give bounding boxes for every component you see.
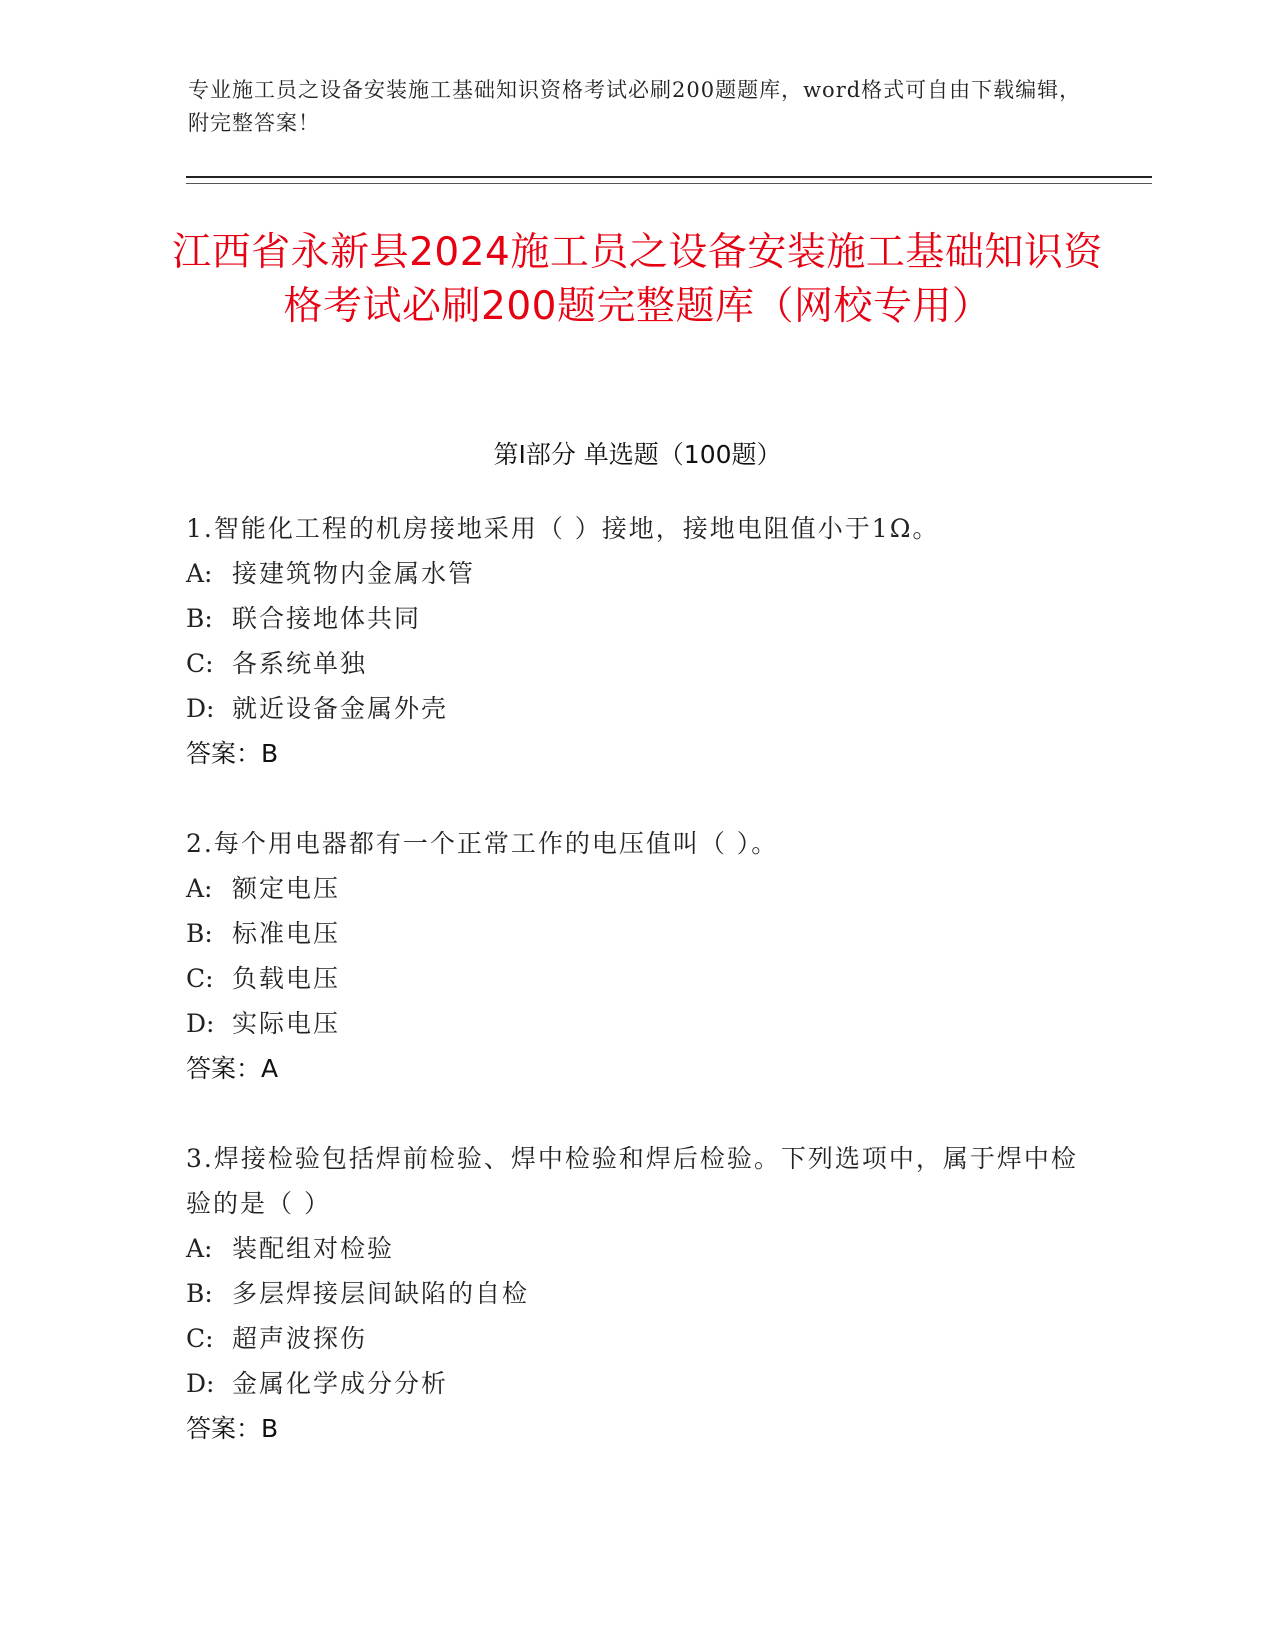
question-text: 2.每个用电器都有一个正常工作的电压值叫（ ）。 [186, 829, 779, 858]
option-b [186, 1271, 1086, 1316]
option-key: C: [186, 964, 214, 993]
option-key: C: [186, 1324, 214, 1353]
header-note: 专业施工员之设备安装施工基础知识资格考试必刷200题题库，word格式可自由下载编辑，附完整答案！ [188, 78, 1082, 135]
option-text: 负载电压 [232, 964, 341, 993]
option-b [186, 596, 1086, 641]
question-1 [186, 506, 1086, 776]
option-text: 就近设备金属外壳 [232, 694, 449, 723]
answer-line [186, 1406, 1086, 1451]
question-3 [186, 1136, 1086, 1451]
option-key: A: [186, 559, 213, 588]
option-text: 实际电压 [232, 1009, 341, 1038]
document-title: 江西省永新县2024施工员之设备安装施工基础知识资格考试必刷200题完整题库（网校专用） [172, 230, 1103, 329]
option-key: D: [186, 694, 215, 723]
option-key: C: [186, 649, 214, 678]
answer-value: A [261, 1054, 279, 1083]
question-2 [186, 821, 1086, 1091]
option-c [186, 641, 1086, 686]
option-c [186, 1316, 1086, 1361]
option-d [186, 1361, 1086, 1406]
option-a [186, 1226, 1086, 1271]
option-d [186, 1001, 1086, 1046]
question-text: 3.焊接检验包括焊前检验、焊中检验和焊后检验。下列选项中，属于焊中检验的是（ ） [186, 1144, 1078, 1218]
option-key: A: [186, 874, 213, 903]
option-key: B: [186, 919, 213, 948]
option-text: 标准电压 [232, 919, 341, 948]
option-text: 各系统单独 [232, 649, 368, 678]
section-title: 第Ⅰ部分 单选题（100题） [493, 440, 782, 469]
answer-line [186, 731, 1086, 776]
answer-prefix: 答案： [186, 739, 262, 768]
option-key: D: [186, 1009, 215, 1038]
option-b [186, 911, 1086, 956]
answer-prefix: 答案： [186, 1414, 262, 1443]
header-rule-thin [186, 183, 1152, 184]
answer-value: B [261, 739, 279, 768]
option-text: 多层焊接层间缺陷的自检 [232, 1279, 530, 1308]
option-key: D: [186, 1369, 215, 1398]
option-d [186, 686, 1086, 731]
option-text: 装配组对检验 [232, 1234, 395, 1263]
option-a [186, 866, 1086, 911]
option-text: 接建筑物内金属水管 [232, 559, 476, 588]
option-key: B: [186, 1279, 213, 1308]
option-text: 联合接地体共同 [232, 604, 422, 633]
option-a [186, 551, 1086, 596]
option-text: 金属化学成分分析 [232, 1369, 449, 1398]
header-rule-thick [186, 176, 1152, 178]
answer-prefix: 答案： [186, 1054, 262, 1083]
option-key: B: [186, 604, 213, 633]
option-text: 额定电压 [232, 874, 341, 903]
question-text: 1.智能化工程的机房接地采用（ ）接地，接地电阻值小于1Ω。 [186, 514, 940, 543]
answer-line [186, 1046, 1086, 1091]
answer-value: B [261, 1414, 279, 1443]
option-key: A: [186, 1234, 213, 1263]
option-c [186, 956, 1086, 1001]
option-text: 超声波探伤 [232, 1324, 368, 1353]
